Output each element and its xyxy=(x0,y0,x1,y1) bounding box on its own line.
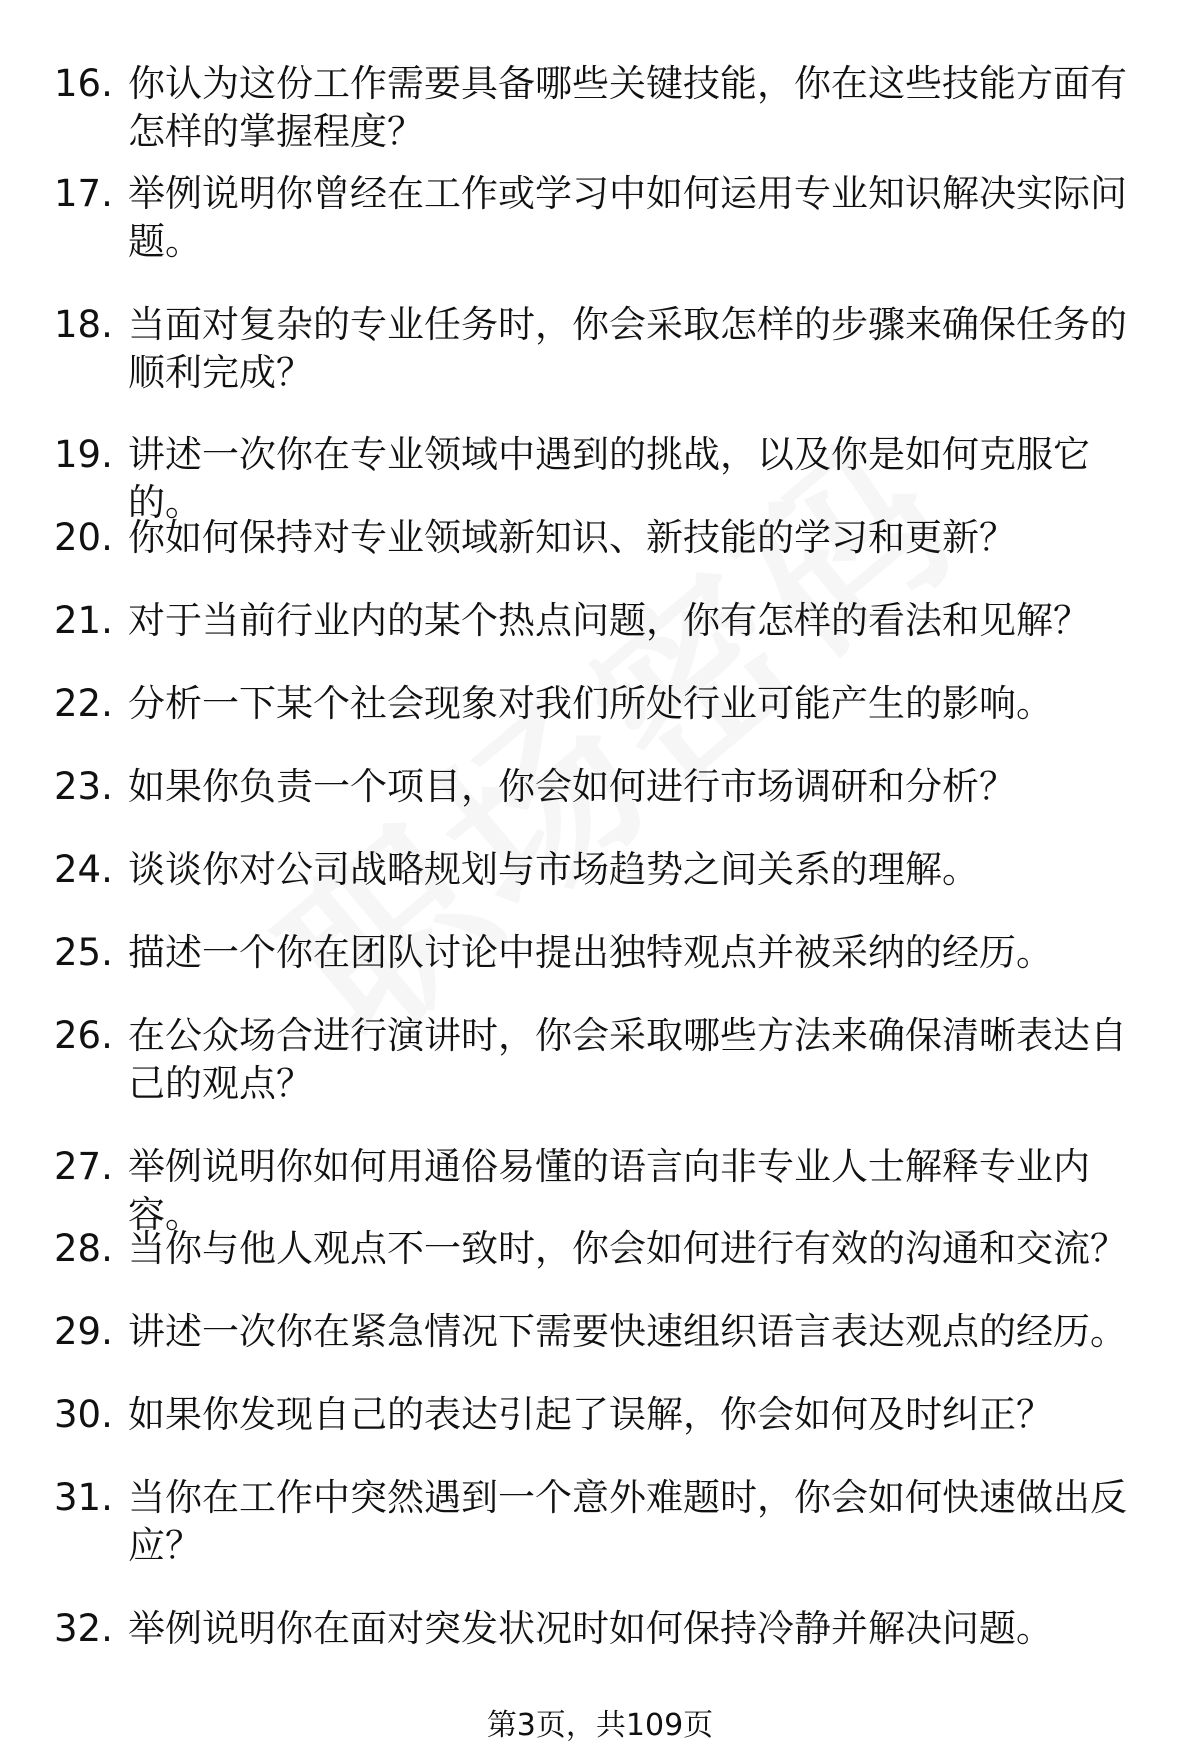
question-number: 28. xyxy=(54,1227,113,1270)
question-number: 29. xyxy=(54,1310,113,1353)
question-number: 32. xyxy=(54,1607,113,1650)
question-number: 16. xyxy=(54,62,113,105)
question-number: 22. xyxy=(54,682,113,725)
question-text: 举例说明你如何用通俗易懂的语言向非专业人士解释专业内容。 xyxy=(128,1145,1090,1236)
question-text: 在公众场合进行演讲时，你会采取哪些方法来确保清晰表达自己的观点？ xyxy=(128,1014,1127,1105)
page-footer: 第3页，共109页 xyxy=(486,1708,714,1743)
question-text: 你如何保持对专业领域新知识、新技能的学习和更新？ xyxy=(128,516,1016,559)
question-number: 17. xyxy=(54,172,113,215)
question-text: 当你在工作中突然遇到一个意外难题时，你会如何快速做出反应？ xyxy=(128,1476,1127,1567)
question-number: 19. xyxy=(54,433,113,476)
question-text: 谈谈你对公司战略规划与市场趋势之间关系的理解。 xyxy=(128,848,979,891)
question-number: 27. xyxy=(54,1145,113,1188)
question-number: 24. xyxy=(54,848,113,891)
question-number: 18. xyxy=(54,303,113,346)
question-text: 你认为这份工作需要具备哪些关键技能，你在这些技能方面有怎样的掌握程度？ xyxy=(128,62,1127,153)
question-number: 26. xyxy=(54,1014,113,1057)
question-text: 如果你发现自己的表达引起了误解，你会如何及时纠正？ xyxy=(128,1393,1053,1436)
question-number: 30. xyxy=(54,1393,113,1436)
question-text: 当你与他人观点不一致时，你会如何进行有效的沟通和交流？ xyxy=(128,1227,1127,1270)
question-number: 23. xyxy=(54,765,113,808)
question-text: 举例说明你曾经在工作或学习中如何运用专业知识解决实际问题。 xyxy=(128,172,1127,263)
question-number: 21. xyxy=(54,599,113,642)
question-text: 举例说明你在面对突发状况时如何保持冷静并解决问题。 xyxy=(128,1607,1053,1650)
question-text: 当面对复杂的专业任务时，你会采取怎样的步骤来确保任务的顺利完成？ xyxy=(128,303,1127,394)
question-text: 分析一下某个社会现象对我们所处行业可能产生的影响。 xyxy=(128,682,1053,725)
question-number: 25. xyxy=(54,931,113,974)
question-text: 讲述一次你在专业领域中遇到的挑战，以及你是如何克服它的。 xyxy=(128,433,1090,524)
question-number: 20. xyxy=(54,516,113,559)
question-text: 讲述一次你在紧急情况下需要快速组织语言表达观点的经历。 xyxy=(128,1310,1127,1353)
question-text: 如果你负责一个项目，你会如何进行市场调研和分析？ xyxy=(128,765,1016,808)
question-text: 描述一个你在团队讨论中提出独特观点并被采纳的经历。 xyxy=(128,931,1053,974)
question-text: 对于当前行业内的某个热点问题，你有怎样的看法和见解？ xyxy=(128,599,1090,642)
question-number: 31. xyxy=(54,1476,113,1519)
